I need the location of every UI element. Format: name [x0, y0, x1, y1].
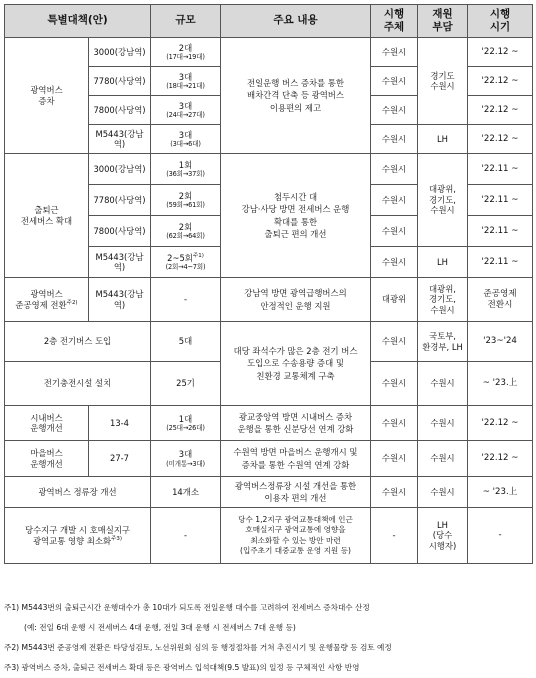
group-charging: 전기충전시설 설치 [5, 362, 151, 406]
agent-cell: 수원시 [371, 406, 418, 441]
route-cell: 27-7 [89, 441, 151, 477]
route-cell: 3000(강남역) [89, 154, 151, 185]
header-content: 주요 내용 [221, 5, 371, 38]
group-commute-charter: 출퇴근 전세버스 확대 [5, 154, 89, 278]
footnote-mark: 주3) [111, 535, 123, 542]
funding-commute-charter: 대광위, 경기도, 수원시 [418, 154, 468, 247]
scale-cell: 2~5회$^{주1)}$ (2회→4~7회) [151, 247, 221, 278]
footnote-1-example: (예: 전일 6대 운행 시 전세버스 4대 운행, 전일 3대 운행 시 전세버스 7대 운행 등) [24, 623, 296, 632]
scale-cell: 1대 (25대→26대) [151, 406, 221, 441]
header-scale: 규모 [151, 5, 221, 38]
content-cell: 광교중앙역 방면 시내버스 증차 운행을 통한 신분당선 연계 강화 [221, 406, 371, 441]
period-cell: ~ '23.上 [468, 477, 533, 508]
agent-cell: 대광위 [371, 278, 418, 322]
scale-cell: - [151, 508, 221, 564]
content-cell: 광역버스정류장 시설 개선을 통한 이용자 편의 개선 [221, 477, 371, 508]
agent-cell: 수원시 [371, 477, 418, 508]
agent-cell: 수원시 [371, 154, 418, 185]
table-row [5, 322, 533, 362]
footnote-1: 주1) M5443번의 출퇴근시간 운행대수가 총 10대가 되도록 전일운행 대수를 고려하여 전세버스 증차대수 산정 [4, 603, 370, 612]
table-row [5, 406, 533, 441]
route-cell: M5443(강남역) [89, 278, 151, 322]
agent-cell: 수원시 [371, 322, 418, 362]
period-cell: - [468, 508, 533, 564]
table-row [5, 278, 533, 322]
route-cell: 7800(사당역) [89, 216, 151, 247]
period-cell: '22.12 ~ [468, 406, 533, 441]
group-town-bus: 마을버스 운행개선 [5, 441, 89, 477]
agent-cell: 수원시 [371, 96, 418, 125]
period-cell: '22.12 ~ [468, 67, 533, 96]
table-row [5, 508, 533, 564]
agent-cell: 수원시 [371, 38, 418, 67]
period-cell: '22.11 ~ [468, 154, 533, 185]
period-cell: '23~'24 [468, 322, 533, 362]
agent-cell: 수원시 [371, 247, 418, 278]
footnotes [4, 598, 532, 678]
agent-cell: 수원시 [371, 67, 418, 96]
funding-cell: 대광위, 경기도, 수원시 [418, 278, 468, 322]
table-row [5, 38, 533, 67]
scale-cell: 2대 (17대→19대) [151, 38, 221, 67]
group-public-transit: 광역버스 준공영제 전환$^{주2)}$ [5, 278, 89, 322]
funding-cell: LH (당수 시행자) [418, 508, 468, 564]
period-cell: '22.12 ~ [468, 441, 533, 477]
period-cell: '22.11 ~ [468, 216, 533, 247]
scale-cell: 5대 [151, 322, 221, 362]
route-cell: 7780(사당역) [89, 67, 151, 96]
header-agent: 시행 주체 [371, 5, 418, 38]
funding-cell: 수원시 [418, 477, 468, 508]
agent-cell: 수원시 [371, 216, 418, 247]
group-city-bus: 시내버스 운행개선 [5, 406, 89, 441]
funding-cell: 수원시 [418, 441, 468, 477]
period-cell: '22.12 ~ [468, 38, 533, 67]
route-cell: M5443(강남역) [89, 247, 151, 278]
funding-bus-increase: 경기도 수원시 [418, 38, 468, 125]
footnote-mark: 주2) [66, 299, 78, 306]
table-row [5, 154, 533, 185]
scale-cell: 2회 (62회→64회) [151, 216, 221, 247]
table-row [5, 441, 533, 477]
content-cell: 당수 1,2지구 광역교통대책에 인근 호매실지구 광역교통에 영향을 최소화할 수 있는 방안 마련 (입주초기 대중교통 운영 지원 등) [221, 508, 371, 564]
group-bus-stop: 광역버스 정류장 개선 [5, 477, 151, 508]
group-dangsu: 당수지구 개발 시 호매실지구 광역교통 영향 최소화$^{주3)}$ [5, 508, 151, 564]
scale-cell: 3대 (24대→27대) [151, 96, 221, 125]
agent-cell: 수원시 [371, 185, 418, 216]
content-ev-bus: 대당 좌석수가 많은 2층 전기 버스 도입으로 수송용량 증대 및 친환경 교통체계 구축 [221, 322, 371, 406]
period-cell: ~ '23.上 [468, 362, 533, 406]
group-bus-increase: 광역버스 증차 [5, 38, 89, 154]
scale-cell: 3대 (3대→6대) [151, 125, 221, 154]
scale-cell: 25기 [151, 362, 221, 406]
funding-cell: 수원시 [418, 406, 468, 441]
route-cell: M5443(강남역) [89, 125, 151, 154]
header-period: 시행 시기 [468, 5, 533, 38]
period-cell: '22.12 ~ [468, 96, 533, 125]
group-double-decker: 2층 전기버스 도입 [5, 322, 151, 362]
agent-cell: 수원시 [371, 441, 418, 477]
header-measure: 특별대책(안) [5, 5, 151, 38]
period-cell: '22.12 ~ [468, 125, 533, 154]
scale-cell: 1회 (36회→37회) [151, 154, 221, 185]
period-cell: 준공영제 전환시 [468, 278, 533, 322]
agent-cell: 수원시 [371, 125, 418, 154]
agent-cell: - [371, 508, 418, 564]
header-funding: 재원 부담 [418, 5, 468, 38]
table-row [5, 477, 533, 508]
agent-cell: 수원시 [371, 362, 418, 406]
funding-cell: 수원시 [418, 362, 468, 406]
transport-measures-table [4, 4, 533, 564]
footnote-mark: 주1) [192, 252, 204, 259]
route-cell: 3000(강남역) [89, 38, 151, 67]
scale-cell: 3대 (18대→21대) [151, 67, 221, 96]
scale-cell: 3대 (미개통→3대) [151, 441, 221, 477]
funding-cell: 국토부, 환경부, LH [418, 322, 468, 362]
content-commute-charter: 첨두시간 대 강남·사당 방면 전세버스 운행 확대를 통한 출퇴근 편의 개선 [221, 154, 371, 278]
footnote-2: 주2) M5443번 준공영제 전환은 타당성검토, 노선위원회 심의 등 행정절차를 거쳐 추진시기 및 운행물량 등 검토 예정 [4, 643, 392, 652]
content-cell: 수원역 방면 마을버스 운행개시 및 증차를 통한 수원역 연계 강화 [221, 441, 371, 477]
content-bus-increase: 전일운행 버스 증차를 통한 배차간격 단축 등 광역버스 이용편의 제고 [221, 38, 371, 154]
scale-cell: - [151, 278, 221, 322]
funding-cell: LH [418, 247, 468, 278]
scale-cell: 2회 (59회→61회) [151, 185, 221, 216]
scale-cell: 14개소 [151, 477, 221, 508]
table-header-row [5, 5, 533, 38]
footnote-3: 주3) 광역버스 증차, 출퇴근 전세버스 확대 등은 광역버스 입석대책(9.5 발표)의 일정 등 구체적인 사항 반영 [4, 663, 360, 672]
funding-cell: LH [418, 125, 468, 154]
content-cell: 강남역 방면 광역급행버스의 안정적인 운행 지원 [221, 278, 371, 322]
period-cell: '22.11 ~ [468, 185, 533, 216]
route-cell: 13-4 [89, 406, 151, 441]
route-cell: 7780(사당역) [89, 185, 151, 216]
period-cell: '22.11 ~ [468, 247, 533, 278]
route-cell: 7800(사당역) [89, 96, 151, 125]
